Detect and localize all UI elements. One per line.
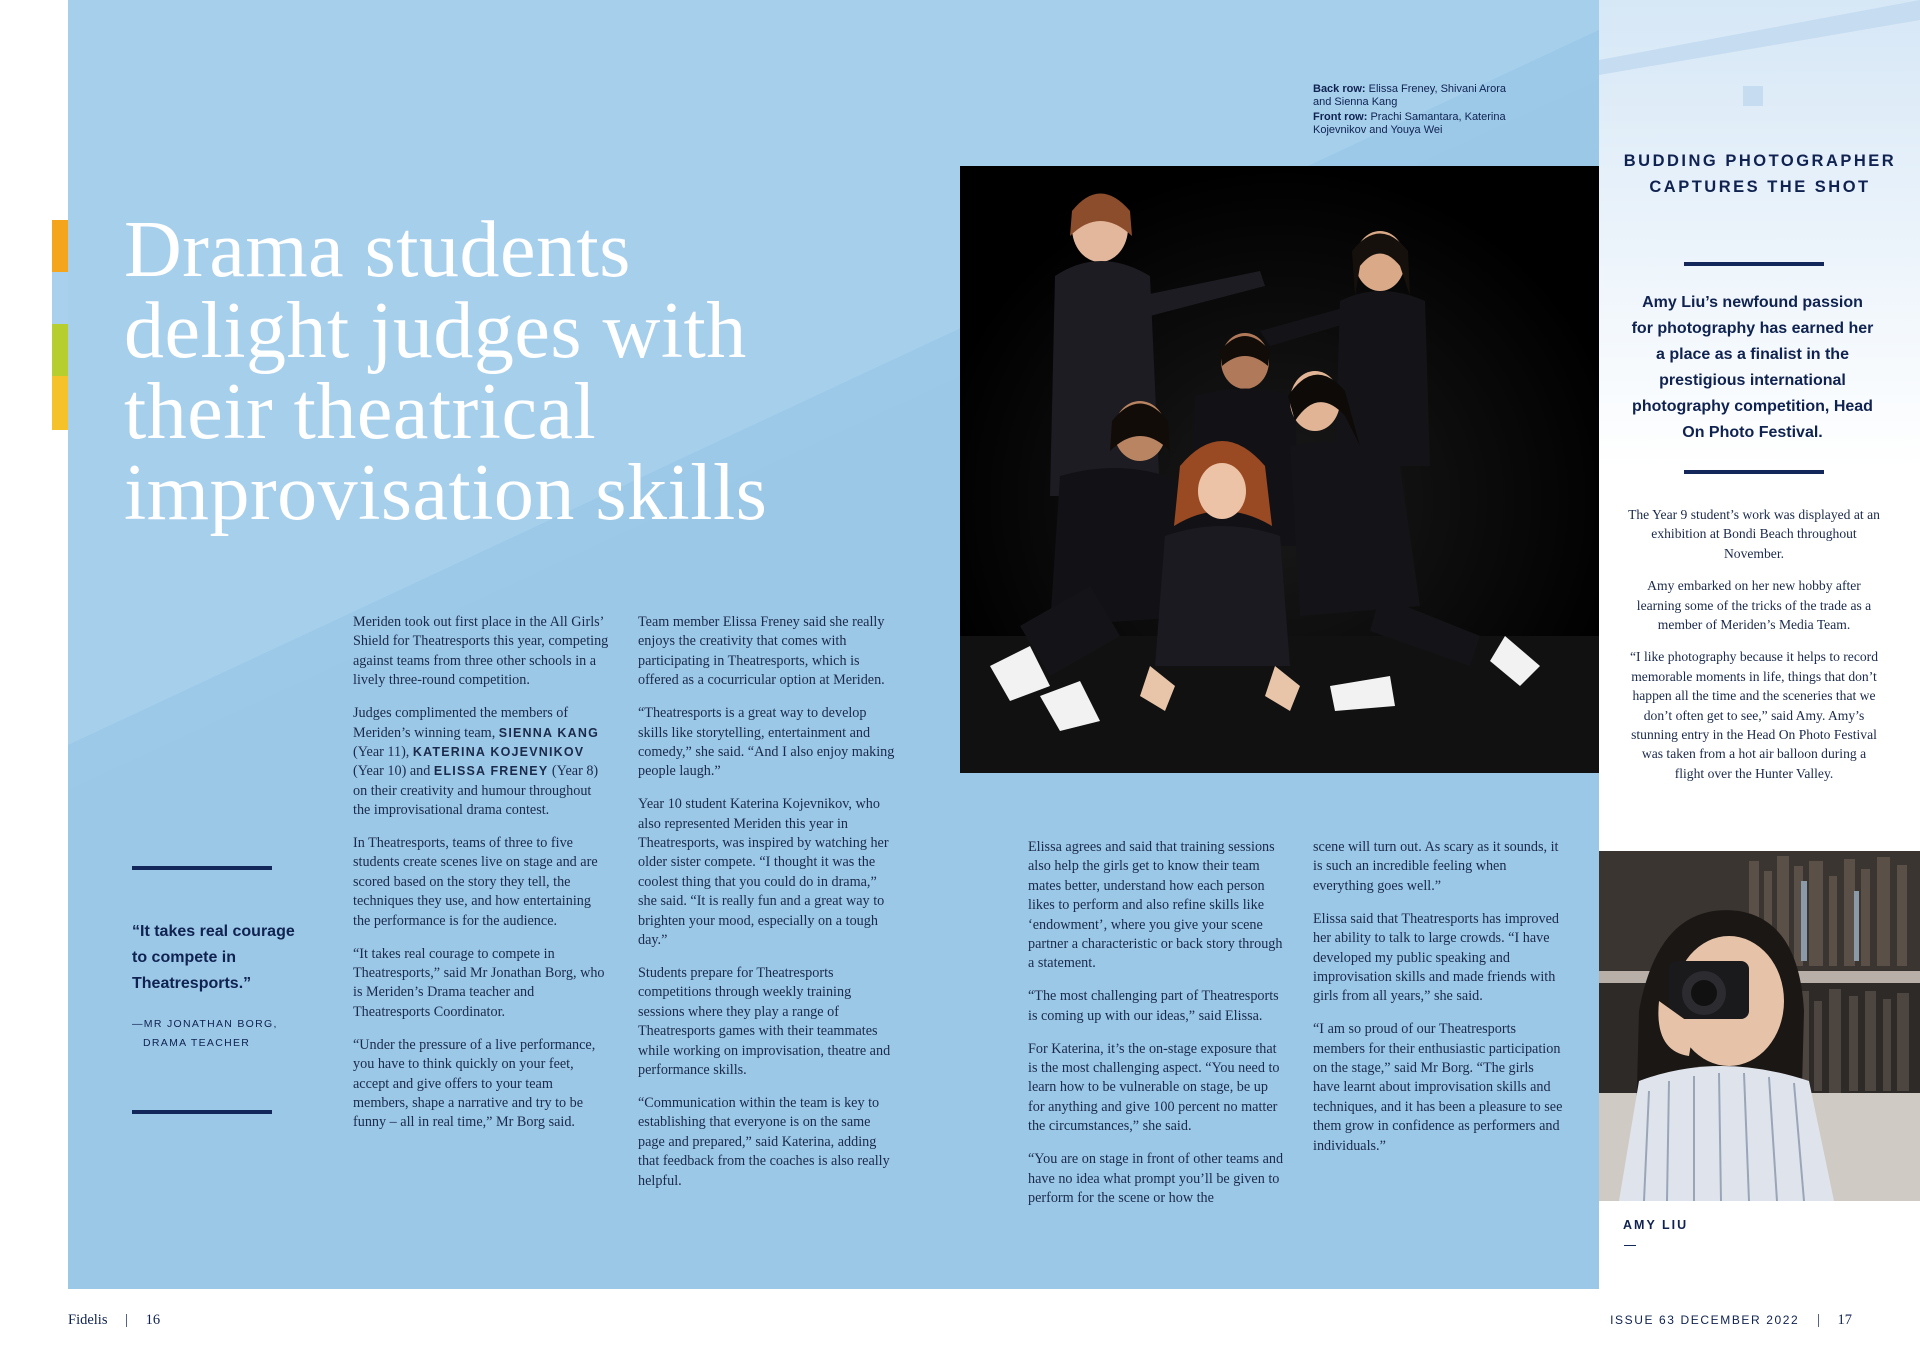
footer-left xyxy=(68,1312,160,1329)
group-photo-illustration xyxy=(960,166,1599,773)
attribution-line-2: DRAMA TEACHER xyxy=(143,1037,251,1049)
caption-front-names: Prachi Samantara, Katerina Kojevnikov and Youya Wei xyxy=(1313,111,1506,136)
sidebar-paragraph-3: “I like photography because it helps to record memorable moments in life, things that don’t happen all the time and the sceneries that we don’t often get to see,” said Amy. Amy’s stunning entry in the Head On Photo Festival was taken from a hot air balloon during a flight over the Hunter Valley. xyxy=(1630,649,1878,781)
col1-paragraph-4: “It takes real courage to compete in Theatresports,” said Mr Jonathan Borg, who is Meriden’s Drama teacher and Theatresports Coordinator. xyxy=(353,945,605,1020)
caption-front-label: Front row: xyxy=(1313,111,1368,123)
pull-quote: “It takes real courage to compete in Theatresports.” xyxy=(132,923,295,992)
sidebar-title: BUDDING PHOTOGRAPHER CAPTURES THE SHOT xyxy=(1623,152,1897,196)
page-number-left: 16 xyxy=(145,1312,161,1328)
col1-p2-text-d: (Year 8) on their creativity and humour throughout the improvisational drama contest. xyxy=(353,763,599,819)
photo-label-dash xyxy=(1624,1245,1636,1246)
accent-stripe-green xyxy=(52,324,68,376)
publication-title: Fidelis xyxy=(68,1312,108,1328)
col1-paragraph-3: In Theatresports, teams of three to five students create scenes live on stage and are scored based on the story they tell, the techniques they use, and how entertaining the performance is for the audience. xyxy=(353,835,598,929)
col2-paragraph-2: “Theatresports is a great way to develop skills like storytelling, entertainment and comedy,” she said. “And I also enjoy making people laugh.” xyxy=(638,705,895,780)
col2-paragraph-3: Year 10 student Katerina Kojevnikov, who also represented Meriden this year in Theatresports, was inspired by watching her older sister compete. “I thought it was the coolest thing that you could do in drama,” she said. “It is really fun and a great way to brighten your mood, especially on a tough day.” xyxy=(638,796,889,949)
amy-liu-photo xyxy=(1599,851,1920,1201)
drama-group-photo xyxy=(960,166,1599,773)
col1-p2-text-b: (Year 11), xyxy=(353,743,413,760)
sidebar-rule-bottom xyxy=(1684,470,1824,474)
footer-right xyxy=(1610,1312,1852,1329)
col3-paragraph-3: For Katerina, it’s the on-stage exposure that is the most challenging aspect. “You need to learn how to be vulnerable on stage, be up for anything and give 100 percent no matter the circumstances,” she said. xyxy=(1028,1040,1280,1135)
col1-paragraph-2 xyxy=(353,704,611,820)
team-member-name-katerina: KATERINA KOJEVNIKOV xyxy=(412,744,585,759)
caption-back-names: Elissa Freney, Shivani Arora and Sienna Kang xyxy=(1313,83,1506,108)
attribution-line-1: —MR JONATHAN BORG, xyxy=(132,1018,278,1030)
article-headline: Drama students delight judges with their theatrical improvisation skills xyxy=(124,206,768,537)
sidebar-decorative-square xyxy=(1743,86,1763,106)
footer-separator-right: | xyxy=(1816,1312,1820,1328)
sidebar-body xyxy=(1628,505,1880,796)
accent-stripe-yellow xyxy=(52,376,68,430)
sidebar-paragraph-2: Amy embarked on her new hobby after learning some of the tricks of the trade as a member of Meriden’s Media Team. xyxy=(1636,578,1872,633)
col3-paragraph-2: “The most challenging part of Theatresports is coming up with our ideas,” said Elissa. xyxy=(1028,988,1279,1024)
col2-paragraph-5: “Communication within the team is key to establishing that everyone is on the same page and prepared,” said Katerina, adding that feedback from the coaches is also really helpful. xyxy=(638,1094,890,1189)
pullquote-rule-top xyxy=(132,866,272,870)
page-number-right: 17 xyxy=(1837,1312,1852,1328)
sidebar-intro: Amy Liu’s newfound passion for photography has earned her a place as a finalist in the prestigious international photography competition, Head On Photo Festival. xyxy=(1631,294,1874,441)
col3-paragraph-4: “You are on stage in front of other teams and have no idea what prompt you’ll be given to perform for the scene or how the xyxy=(1028,1151,1284,1206)
photo-label-amy-liu: AMY LIU xyxy=(1623,1218,1689,1232)
col2-paragraph-4: Students prepare for Theatresports competitions through weekly training sessions where they play a range of Theatresports games with their teammates while working on improvisation, theatre and performance skills. xyxy=(638,965,891,1079)
article-column-2 xyxy=(638,613,896,1204)
team-member-name-sienna: SIENNA KANG xyxy=(498,725,600,740)
col1-paragraph-5: “Under the pressure of a live performance, you have to think quickly on your feet, accept and give offers to your team members, shape a narrative and try to be funny – all in real time,” Mr Borg said. xyxy=(353,1036,596,1131)
col4-paragraph-2: Elissa said that Theatresports has improved her ability to talk to large crowds. “I have developed my public speaking and improvisation skills and made friends with girls from all years,” she said. xyxy=(1313,910,1559,1005)
issue-info: ISSUE 63 DECEMBER 2022 xyxy=(1610,1313,1800,1327)
team-member-name-elissa: ELISSA FRENEY xyxy=(433,764,549,779)
col1-p2-text-a: Judges complimented the members of Meriden’s winning team, xyxy=(353,705,569,741)
pull-quote-attribution xyxy=(132,1015,332,1053)
sidebar-paragraph-1: The Year 9 student’s work was displayed at an exhibition at Bondi Beach throughout November. xyxy=(1628,507,1880,561)
accent-stripe-lightblue xyxy=(52,272,68,324)
amy-photo-illustration xyxy=(1599,851,1920,1201)
col1-paragraph-1: Meriden took out first place in the All Girls’ Shield for Theatresports this year, competing against teams from three other schools in a lively three-round competition. xyxy=(353,614,609,689)
article-column-1 xyxy=(353,613,611,1146)
article-column-4 xyxy=(1313,838,1563,1170)
accent-stripe-orange xyxy=(52,220,68,272)
col1-p2-text-c: (Year 10) and xyxy=(353,763,434,780)
article-column-3 xyxy=(1028,838,1286,1222)
sidebar-rule-top xyxy=(1684,262,1824,266)
pullquote-rule-bottom xyxy=(132,1110,272,1114)
caption-back-label: Back row: xyxy=(1313,83,1366,95)
photo-caption xyxy=(1313,83,1513,136)
col2-paragraph-1: Team member Elissa Freney said she really enjoys the creativity that comes with participating in Theatresports, which is offered as a cocurricular option at Meriden. xyxy=(638,614,885,689)
col3-paragraph-1: Elissa agrees and said that training sessions also help the girls get to know their team mates better, understand how each person likes to perform and also refine skills like ‘endowment’, where you give your scene partner a characteristic or back story through a statement. xyxy=(1028,839,1283,972)
footer-separator-left: | xyxy=(125,1312,129,1328)
col4-paragraph-1: scene will turn out. As scary as it sounds, it is such an incredible feeling when everything goes well.” xyxy=(1313,839,1559,894)
col4-paragraph-3: “I am so proud of our Theatresports members for their enthusiastic participation on the stage,” said Mr Borg. “The girls have learnt about improvisation skills and techniques, and it has been a pleasure to see them grow in confidence as performers and individuals.” xyxy=(1313,1021,1563,1154)
